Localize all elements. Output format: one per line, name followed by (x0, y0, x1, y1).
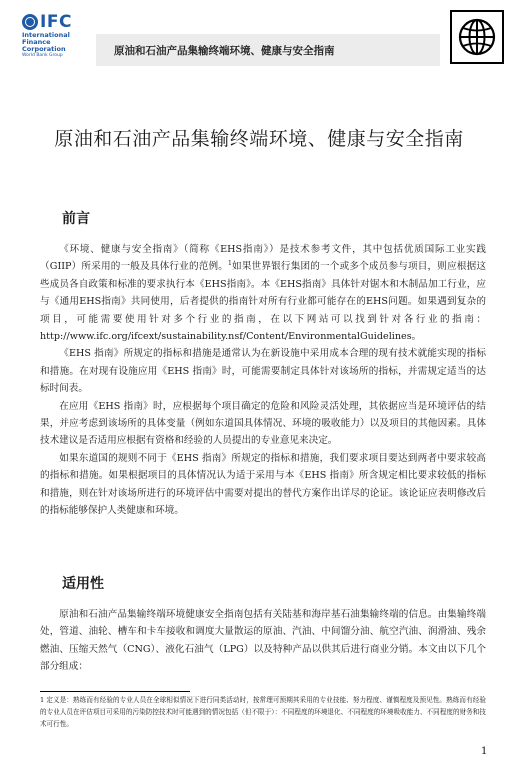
paragraph-text: 《环境、健康与安全指南》（简称《EHS指南》）是技术参考文件，其中包括优质国际工业实践（GIIP）所采用的一般及具体行业的范例。 (40, 244, 486, 273)
paragraph: 在应用《EHS 指南》时，应根据每个项目确定的危险和风险灵活处理，其依据应当是环境评估的结果，并应考虑到该场所的具体变量（例如东道国具体情况、环境的吸收能力）以及项目的其他因素。具体技术建议是否适用应根据有资格和经验的人员提出的专业意见来决定。 (40, 400, 486, 447)
ifc-logo (22, 14, 102, 66)
ifc-globe-icon (22, 14, 38, 30)
foreword-body (40, 241, 486, 520)
paragraph: 如果东道国的规则不同于《EHS 指南》所规定的指标和措施，我们要求项目要达到两者中要求较高的指标和措施。如果根据项目的具体情况认为适于采用与本《EHS 指南》所含规定相比要求较低的指标和措施，则在针对该场所进行的环境评估中需要对提出的替代方案作出详尽的论证。该论证应表明修改后的指标能够保护人类健康和环境。 (40, 452, 486, 517)
section-heading-foreword: 前言 (62, 211, 90, 227)
ifc-logo-text: IFC (40, 12, 72, 32)
paragraph: 《EHS 指南》所规定的指标和措施是通常认为在新设施中采用成本合理的现有技术就能实现的指标和措施。在对现有设施应用《EHS 指南》时，可能需要制定具体针对该场所的指标，并需规定适当的达标时间表。 (40, 348, 486, 395)
world-bank-logo (450, 10, 504, 64)
footnote-reference[interactable]: 1 (228, 260, 232, 268)
footnote-text: 定义是：熟练而有经验的专业人员在全球相似情况下进行同类活动时，按常理可预期其采用的专业技能、努力程度、谨慎程度及预见性。熟练而有经验的专业人员在评估项目可采用的污染防控技术时可能遇到的情况包括（但不限于）：不同程度的环境退化、不同程度的环境吸收能力、不同程度的财务和技术可行性。 (40, 696, 486, 729)
ifc-logo-subtitle-line: Finance (22, 38, 51, 46)
paragraph: 原油和石油产品集输终端环境健康安全指南包括有关陆基和海岸基石油集输终端的信息。由集输终端处，管道、油轮、槽车和卡车接收和调度大量散运的原油、汽油、中间馏分油、航空汽油、润滑油、残余燃油、压缩天然气（CNG）、液化石油气（LPG）以及特种产品以供其后进行商业分销。本文由以下几个部分组成： (40, 609, 486, 673)
section-heading-applicability: 适用性 (62, 576, 104, 592)
footnote-number: 1 (40, 696, 45, 704)
running-header (96, 34, 440, 66)
document-title: 原油和石油产品集输终端环境、健康与安全指南 (54, 128, 464, 150)
running-header-title: 原油和石油产品集输终端环境、健康与安全指南 (114, 44, 335, 57)
footnote-divider (40, 691, 190, 692)
ifc-mark (22, 14, 102, 30)
footnote (40, 694, 486, 731)
ifc-logo-subtitle (22, 32, 102, 53)
paragraph (40, 241, 486, 345)
ifc-logo-group: World Bank Group (22, 53, 63, 58)
ifc-logo-subtitle-line: International (22, 31, 70, 39)
ifc-logo-subtitle-line: Corporation (22, 45, 66, 53)
applicability-body (40, 606, 486, 676)
page-number: 1 (481, 746, 488, 757)
world-bank-globe-icon (457, 17, 497, 57)
paragraph-text: 如果世界银行集团的一个或多个成员参与项目，则应根据这些成员各自政策和标准的要求执行本《EHS指南》。本《EHS指南》具体针对锯木和木制品加工行业，应与《通用EHS指南》共同使用，后者提供的指南针对所有行业都可能存在的EHS问题。如果遇到复杂的项目，可能需要使用针对多个行业的指南，在以下网站可以找到针对各行业的指南：http://www.ifc.org/ifcext/sustainability.nsf/Content/EnvironmentalGuidelines。 (40, 261, 487, 343)
